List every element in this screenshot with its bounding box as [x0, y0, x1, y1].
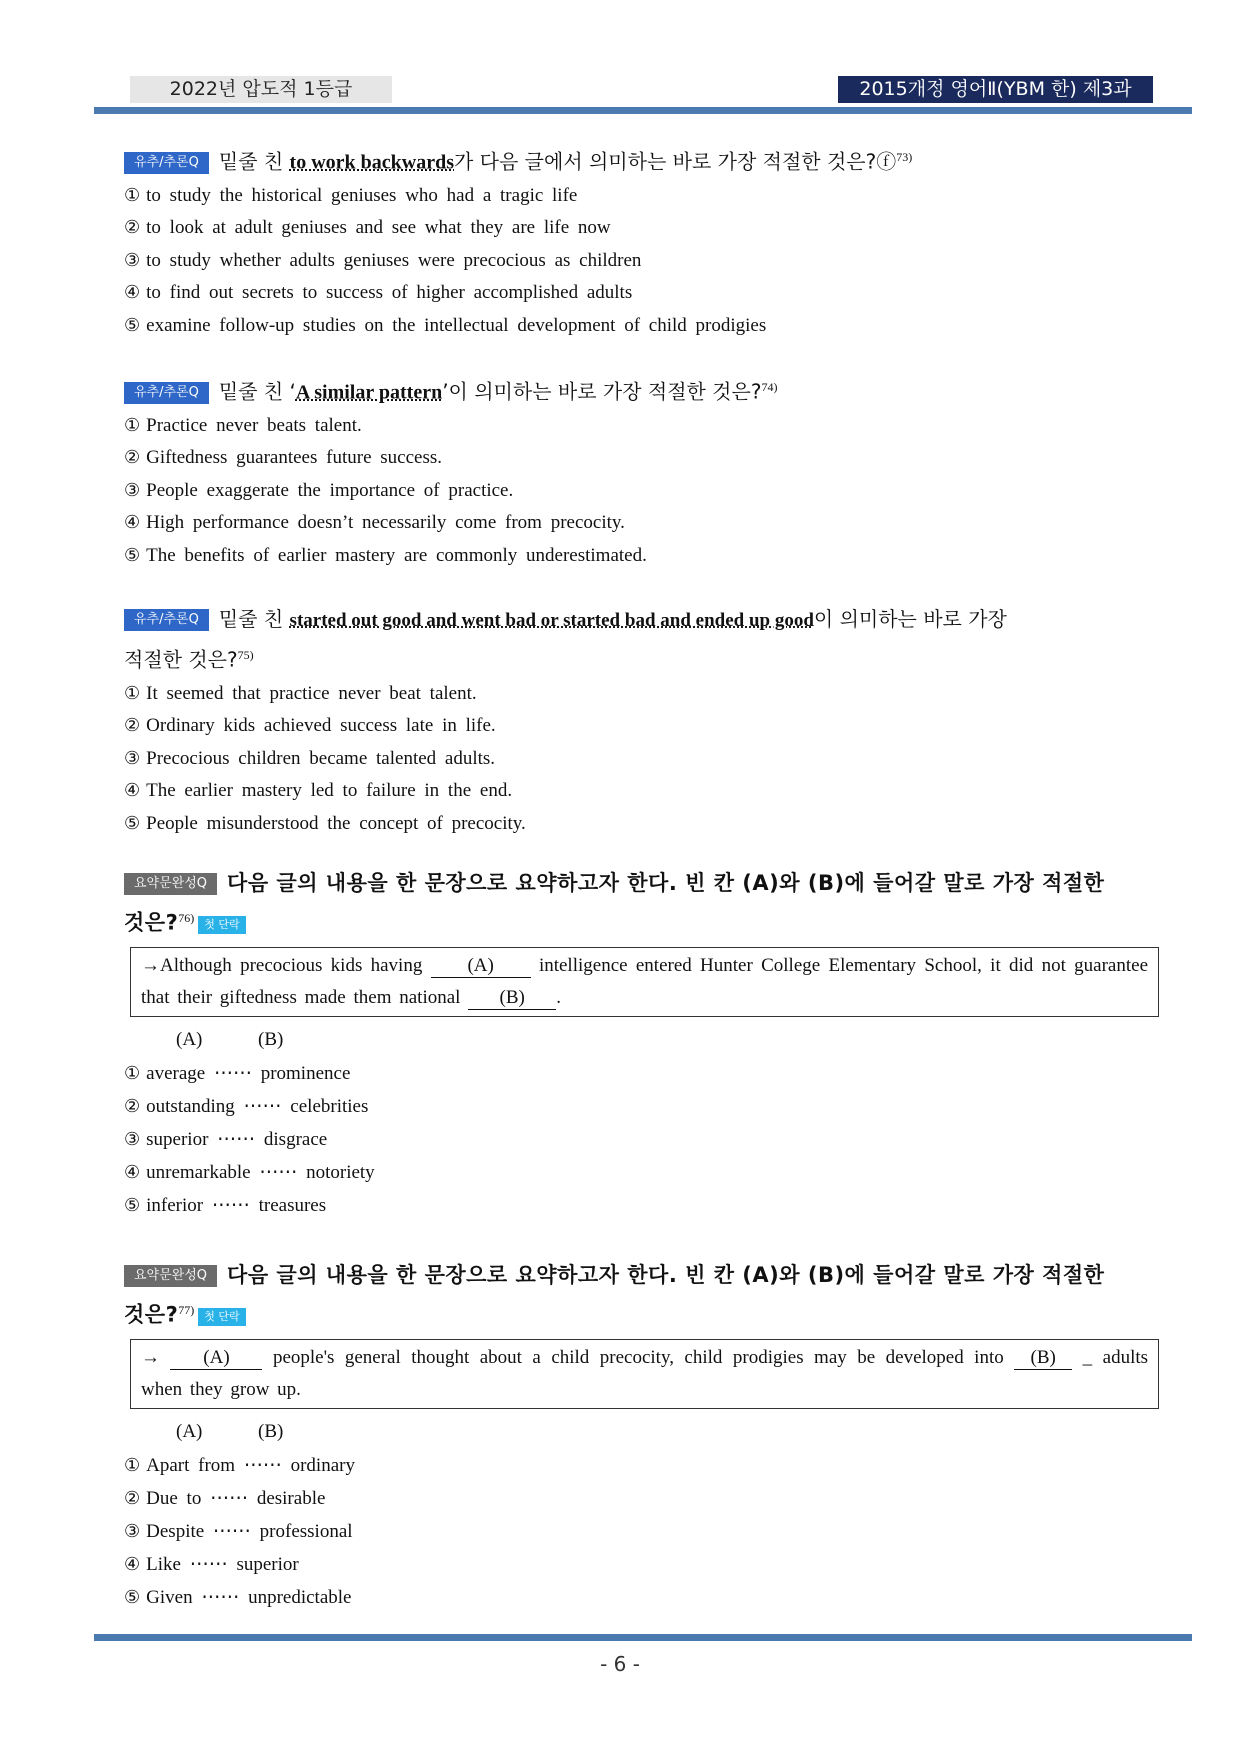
option[interactable]: ① Practice never beats talent. — [124, 414, 362, 436]
header-book-title: 2022년 압도적 1등급 — [130, 76, 392, 103]
answer-columns: (A) (B) — [176, 1028, 284, 1050]
summary-box: →Although precocious kids having (A) intelligence entered Hunter College Elementary School, it did not guarantee that their giftedness made them national (B) . — [130, 947, 1159, 1017]
question-76: 요약문완성Q 다음 글의 내용을 한 문장으로 요약하고자 한다. 빈 칸 (A)와 (B)에 들어갈 말로 가장 적절한 것은?$^{76)}$ 첫 단락 →Although precocious kids having (A) intelligence entered Hunter College Elementary School, it did not guarantee that their giftedness made them national (B) . (A) (B) ① average ⋯⋯ prominence ② outstanding ⋯⋯ celebrities ③ superior ⋯⋯ disgrace ④ unremarkable ⋯⋯ notoriety ⑤ inferior ⋯⋯ treasures — [124, 866, 1164, 1222]
option[interactable]: ① Apart from ⋯⋯ ordinary — [124, 1454, 355, 1476]
question-76-stem: 요약문완성Q 다음 글의 내용을 한 문장으로 요약하고자 한다. 빈 칸 (A)와 (B)에 들어갈 말로 가장 적절한 — [124, 866, 1164, 901]
question-type-tag: 요약문완성Q — [124, 1265, 217, 1287]
option[interactable]: ③ People exaggerate the importance of practice. — [124, 479, 514, 501]
option[interactable]: ⑤ inferior ⋯⋯ treasures — [124, 1194, 327, 1216]
footnote-ref: 73) — [896, 150, 913, 164]
option[interactable]: ② to look at adult geniuses and see what they are life now — [124, 217, 611, 239]
option[interactable]: ② Ordinary kids achieved success late in life. — [124, 715, 496, 737]
option[interactable]: ④ High performance doesn’t necessarily come from precocity. — [124, 512, 625, 534]
page-number: - 6 - — [600, 1652, 640, 1676]
option[interactable]: ③ superior ⋯⋯ disgrace — [124, 1128, 328, 1150]
option[interactable]: ④ Like ⋯⋯ superior — [124, 1553, 299, 1575]
option[interactable]: ① to study the historical geniuses who had a tragic life — [124, 184, 578, 206]
option[interactable]: ③ Despite ⋯⋯ professional — [124, 1520, 353, 1542]
summary-box: → (A) people's general thought about a child precocity, child prodigies may be developed into (B) _ adults when they grow up. — [130, 1339, 1159, 1409]
question-77-stem: 요약문완성Q 다음 글의 내용을 한 문장으로 요약하고자 한다. 빈 칸 (A)와 (B)에 들어갈 말로 가장 적절한 — [124, 1258, 1164, 1293]
section-badge: 첫 단락 — [198, 1308, 245, 1326]
section-badge: 첫 단락 — [198, 916, 245, 934]
question-73-stem: 유추/추론Q 밑줄 친 to work backwards가 다음 글에서 의미하는 바로 가장 적절한 것은?ⓕ$^{73)}$ — [124, 140, 1164, 180]
option[interactable]: ② Giftedness guarantees future success. — [124, 447, 442, 469]
underlined-phrase: started out good and went bad or started bad and ended up good — [289, 610, 814, 631]
option[interactable]: ① It seemed that practice never beat talent. — [124, 682, 477, 704]
footer-divider — [94, 1634, 1192, 1641]
question-type-tag: 유추/추론Q — [124, 382, 209, 404]
option[interactable]: ④ to find out secrets to success of higher accomplished adults — [124, 282, 633, 304]
question-75-stem: 유추/추론Q 밑줄 친 started out good and went bad or started bad and ended up good이 의미하는 바로 가장 — [124, 602, 1164, 638]
option[interactable]: ② outstanding ⋯⋯ celebrities — [124, 1095, 369, 1117]
underlined-phrase: to work backwards — [289, 151, 454, 174]
option[interactable]: ④ The earlier mastery led to failure in the end. — [124, 780, 513, 802]
blank-a[interactable]: (A) — [431, 955, 531, 978]
question-type-tag: 유추/추론Q — [124, 152, 209, 174]
answer-columns: (A) (B) — [176, 1420, 284, 1442]
footnote-ref: 74) — [761, 380, 778, 394]
question-77: 요약문완성Q 다음 글의 내용을 한 문장으로 요약하고자 한다. 빈 칸 (A)와 (B)에 들어갈 말로 가장 적절한 것은?$^{77)}$ 첫 단락 → (A) people's general thought about a child precocity, child prodigies may be developed into (B) _ adults when they grow up. (A) (B) ① Apart from ⋯⋯ ordinary ② Due to ⋯⋯ desirable ③ Despite ⋯⋯ professional ④ Like ⋯⋯ superior ⑤ Given ⋯⋯ unpredictable — [124, 1258, 1164, 1614]
blank-a[interactable]: (A) — [170, 1347, 262, 1370]
footnote-ref: 77) — [178, 1303, 195, 1317]
blank-b[interactable]: (B) — [1014, 1347, 1072, 1370]
option[interactable]: ③ Precocious children became talented adults. — [124, 747, 496, 769]
option[interactable]: ⑤ Given ⋯⋯ unpredictable — [124, 1586, 352, 1608]
question-73 — [124, 140, 1164, 342]
option[interactable]: ⑤ People misunderstood the concept of precocity. — [124, 812, 526, 834]
option[interactable]: ⑤ examine follow-up studies on the intellectual development of child prodigies — [124, 314, 767, 336]
option[interactable]: ② Due to ⋯⋯ desirable — [124, 1487, 326, 1509]
question-74 — [124, 370, 1164, 572]
option[interactable]: ① average ⋯⋯ prominence — [124, 1062, 351, 1084]
question-type-tag: 요약문완성Q — [124, 873, 217, 895]
question-74-stem: 유추/추론Q 밑줄 친 ‘A similar pattern’이 의미하는 바로 가장 적절한 것은?$^{74)}$ — [124, 370, 1164, 410]
header-lesson-title: 2015개정 영어Ⅱ(YBM 한) 제3과 — [838, 76, 1153, 103]
option[interactable]: ③ to study whether adults geniuses were precocious as children — [124, 249, 642, 271]
underlined-phrase: A similar pattern — [295, 381, 443, 404]
footnote-ref: 76) — [178, 911, 195, 925]
footnote-ref: 75) — [237, 648, 254, 662]
question-75: 유추/추론Q 밑줄 친 started out good and went bad or started bad and ended up good이 의미하는 바로 가장 적절한 것은?$^{75)}$ ① It seemed that practice never beat talent. ② Ordinary kids achieved success late in life. ③ Precocious children became talented adults. ④ The earlier mastery led to failure in the end. ⑤ People misunderstood the concept of precocity. — [124, 602, 1164, 840]
option[interactable]: ⑤ The benefits of earlier mastery are commonly underestimated. — [124, 544, 647, 566]
blank-b[interactable]: (B) — [468, 987, 556, 1010]
question-type-tag: 유추/추론Q — [124, 609, 209, 631]
option[interactable]: ④ unremarkable ⋯⋯ notoriety — [124, 1161, 375, 1183]
header-divider — [94, 107, 1192, 114]
